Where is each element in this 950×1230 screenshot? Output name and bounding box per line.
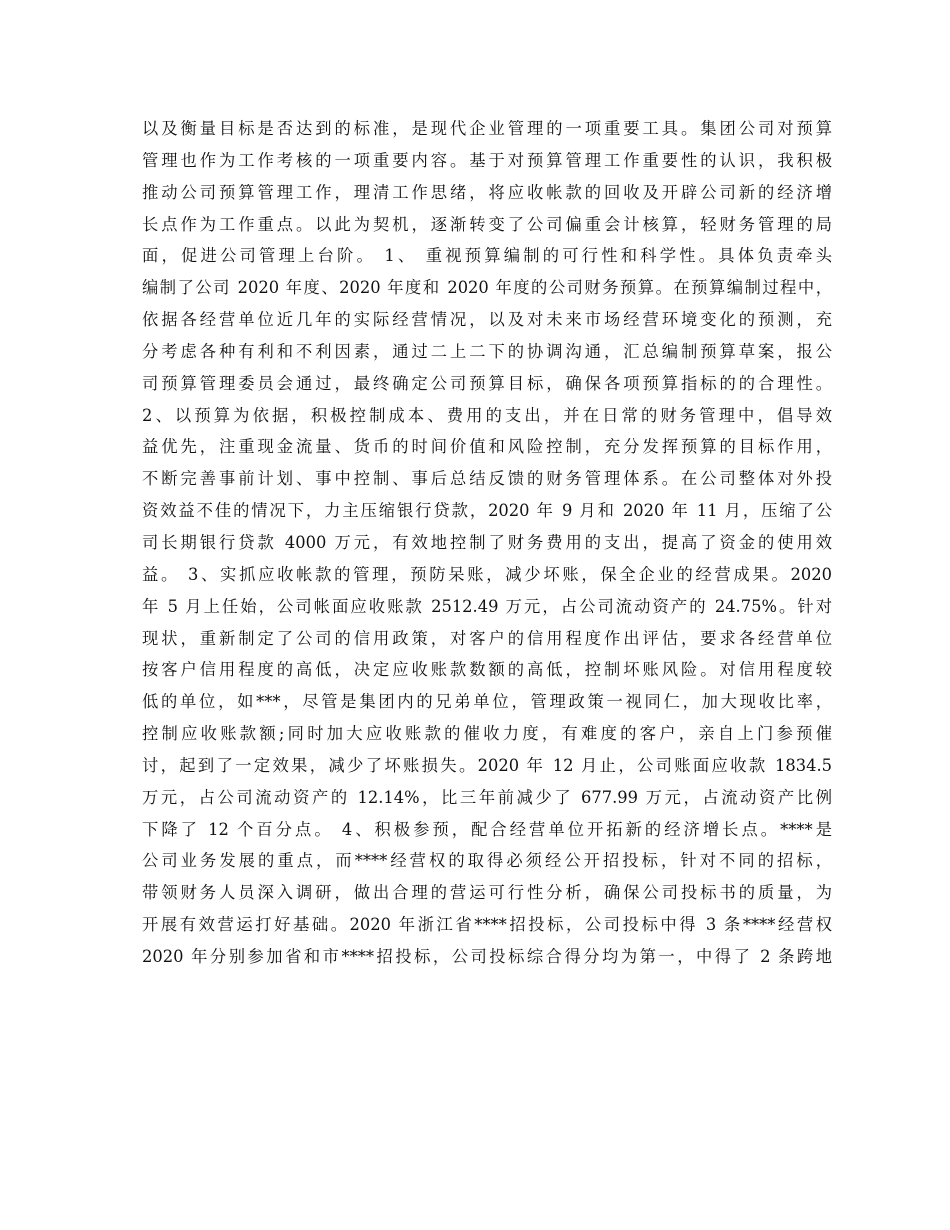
text-line: 益优先，注重现金流量、货币的时间价值和风险控制，充分发挥预算的目标作用， <box>142 437 832 457</box>
body-text <box>142 113 832 973</box>
text-line: 年 5 月上任始，公司帐面应收账款 2512.49 万元，占公司流动资产的 24.75%。针对 <box>142 596 832 616</box>
text-line: 面，促进公司管理上台阶。 1、 重视预算编制的可行性和科学性。具体负责牵头 <box>142 246 832 266</box>
text-line: 益。 3、实抓应收帐款的管理，预防呆账，减少坏账，保全企业的经营成果。2020 <box>142 564 832 584</box>
text-line: 分考虑各种有利和不利因素，通过二上二下的协调沟通，汇总编制预算草案，报公 <box>142 341 832 361</box>
text-line: 讨，起到了一定效果，减少了坏账损失。2020 年 12 月止，公司账面应收款 1834.5 <box>142 755 832 775</box>
text-line: 编制了公司 2020 年度、2020 年度和 2020 年度的公司财务预算。在预算编制过程中， <box>142 278 832 298</box>
text-line: 不断完善事前计划、事中控制、事后总结反馈的财务管理体系。在公司整体对外投 <box>142 469 832 489</box>
text-line: 依据各经营单位近几年的实际经营情况，以及对未来市场经营环境变化的预测，充 <box>142 310 832 330</box>
text-line: 公司业务发展的重点，而****经营权的取得必须经公开招投标，针对不同的招标， <box>142 851 832 871</box>
text-line: 资效益不佳的情况下，力主压缩银行贷款，2020 年 9 月和 2020 年 11 月，压缩了公 <box>142 501 832 521</box>
text-line: 司预算管理委员会通过，最终确定公司预算目标，确保各项预算指标的的合理性。 <box>142 373 832 393</box>
text-line: 万元，占公司流动资产的 12.14%，比三年前减少了 677.99 万元，占流动资产比例 <box>142 787 832 807</box>
text-line: 按客户信用程度的高低，决定应收账款数额的高低，控制坏账风险。对信用程度较 <box>142 660 832 680</box>
text-line: 下降了 12 个百分点。 4、积极参预，配合经营单位开拓新的经济增长点。****是 <box>142 819 832 839</box>
text-line: 推动公司预算管理工作，理清工作思绪，将应收帐款的回收及开辟公司新的经济增 <box>142 182 832 202</box>
text-line: 司长期银行贷款 4000 万元，有效地控制了财务费用的支出，提高了资金的使用效 <box>142 532 832 552</box>
text-line: 2020 年分别参加省和市****招投标，公司投标综合得分均为第一，中得了 2 条跨地 <box>142 946 832 966</box>
text-line: 长点作为工作重点。以此为契机，逐渐转变了公司偏重会计核算，轻财务管理的局 <box>142 214 832 234</box>
text-line: 管理也作为工作考核的一项重要内容。基于对预算管理工作重要性的认识，我积极 <box>142 150 832 170</box>
text-line: 以及衡量目标是否达到的标准，是现代企业管理的一项重要工具。集团公司对预算 <box>142 119 832 138</box>
text-line: 2、以预算为依据，积极控制成本、费用的支出，并在日常的财务管理中，倡导效 <box>142 405 832 425</box>
text-line: 现状，重新制定了公司的信用政策，对客户的信用程度作出评估，要求各经营单位 <box>142 628 832 648</box>
text-line: 低的单位，如***，尽管是集团内的兄弟单位，管理政策一视同仁，加大现收比率， <box>142 692 832 712</box>
text-line: 开展有效营运打好基础。2020 年浙江省****招投标，公司投标中得 3 条****经营权 <box>142 915 832 935</box>
text-line: 控制应收账款额;同时加大应收账款的催收力度，有难度的客户，亲自上门参预催 <box>142 724 832 744</box>
text-line: 带领财务人员深入调研，做出合理的营运可行性分析，确保公司投标书的质量，为 <box>142 883 832 903</box>
